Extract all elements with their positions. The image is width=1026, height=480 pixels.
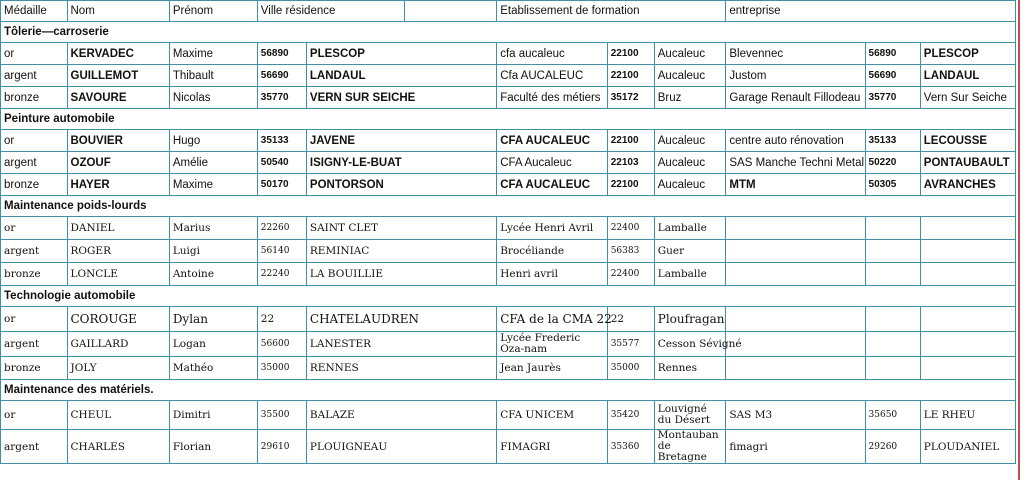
cell-nom: CHARLES [67,430,169,464]
cell-entreprise: Justom [726,65,865,87]
cell-etab-ville: Aucaleuc [654,130,726,152]
cell-prenom: Dimitri [169,401,257,430]
cell-nom: DANIEL [67,217,169,240]
table-row [1,43,1016,65]
cell-entreprise [726,357,865,380]
cell-medaille: or [1,401,68,430]
cell-nom: SAVOURE [67,87,169,109]
cell-cp: 22260 [257,217,306,240]
cell-cp: 50540 [257,152,306,174]
section-title-row [1,22,1016,43]
cell-etab-ville: Aucaleuc [654,65,726,87]
cell-medaille: argent [1,152,68,174]
cell-ville: PLOUIGNEAU [306,430,496,464]
cell-etab-cp: 22400 [607,263,654,286]
cell-ent-cp: 50220 [865,152,920,174]
cell-ent-cp: 50305 [865,174,920,196]
cell-nom: LONCLE [67,263,169,286]
cell-prenom: Nicolas [169,87,257,109]
header-etablissement: Etablissement de formation [497,1,726,22]
cell-etab-cp: 35172 [607,87,654,109]
cell-ent-cp [865,263,920,286]
cell-ent-ville [920,217,1015,240]
cell-etab-cp: 22400 [607,217,654,240]
cell-medaille: or [1,130,68,152]
cell-entreprise [726,307,865,332]
table-row [1,430,1016,464]
section-title-row [1,380,1016,401]
table-row [1,65,1016,87]
table-row [1,174,1016,196]
cell-etab-cp: 22103 [607,152,654,174]
cell-etab-ville: Montauban de Bretagne [654,430,726,464]
section-title: Maintenance poids-lourds [1,196,1016,217]
cell-ent-ville: LECOUSSE [920,130,1015,152]
cell-etab: CFA Aucaleuc [497,152,608,174]
cell-cp: 56690 [257,65,306,87]
cell-entreprise [726,240,865,263]
cell-nom: GAILLARD [67,332,169,357]
section-title: Maintenance des matériels. [1,380,1016,401]
cell-cp: 56890 [257,43,306,65]
cell-prenom: Luigi [169,240,257,263]
cell-medaille: bronze [1,174,68,196]
cell-prenom: Dylan [169,307,257,332]
section-title: Technologie automobile [1,286,1016,307]
cell-medaille: bronze [1,87,68,109]
cell-ent-cp [865,307,920,332]
cell-ville: REMINIAC [306,240,496,263]
table-row [1,87,1016,109]
page-edge-bar [1018,0,1026,480]
cell-prenom: Amélie [169,152,257,174]
cell-ville: CHATELAUDREN [306,307,496,332]
cell-prenom: Florian [169,430,257,464]
cell-prenom: Thibault [169,65,257,87]
table-row [1,217,1016,240]
table-row [1,263,1016,286]
cell-cp: 35500 [257,401,306,430]
cell-etab-ville: Aucaleuc [654,43,726,65]
cell-cp: 35770 [257,87,306,109]
cell-etab: CFA UNICEM [497,401,608,430]
cell-etab-cp: 56383 [607,240,654,263]
cell-ville: PLESCOP [306,43,496,65]
cell-etab-ville: Bruz [654,87,726,109]
cell-nom: BOUVIER [67,130,169,152]
header-empty [405,1,497,22]
cell-cp: 50170 [257,174,306,196]
cell-nom: ROGER [67,240,169,263]
cell-etab-ville: Guer [654,240,726,263]
cell-ent-ville [920,263,1015,286]
cell-ent-ville: AVRANCHES [920,174,1015,196]
cell-entreprise: MTM [726,174,865,196]
cell-ville: PONTORSON [306,174,496,196]
cell-etab-cp: 22100 [607,130,654,152]
cell-ville: SAINT CLET [306,217,496,240]
table-row [1,152,1016,174]
cell-prenom: Marius [169,217,257,240]
cell-cp: 56600 [257,332,306,357]
cell-ent-ville [920,307,1015,332]
cell-medaille: argent [1,332,68,357]
cell-medaille: argent [1,240,68,263]
cell-ent-cp: 56690 [865,65,920,87]
cell-etab: Lycée Frederic Oza-nam [497,332,608,357]
cell-ville: LANESTER [306,332,496,357]
cell-etab: cfa aucaleuc [497,43,608,65]
header-medaille: Médaille [1,1,68,22]
cell-etab-cp: 22100 [607,65,654,87]
cell-entreprise [726,332,865,357]
cell-cp: 35133 [257,130,306,152]
cell-cp: 29610 [257,430,306,464]
cell-etab-cp: 35000 [607,357,654,380]
cell-nom: HAYER [67,174,169,196]
table-row [1,130,1016,152]
table-row [1,357,1016,380]
cell-nom: OZOUF [67,152,169,174]
cell-ent-cp: 29260 [865,430,920,464]
cell-etab-cp: 22 [607,307,654,332]
table-row [1,332,1016,357]
header-row [1,1,1016,22]
header-entreprise: entreprise [726,1,1016,22]
cell-etab-cp: 35420 [607,401,654,430]
cell-ent-ville: PLOUDANIEL [920,430,1015,464]
cell-ville: LANDAUL [306,65,496,87]
cell-ent-ville: Vern Sur Seiche [920,87,1015,109]
cell-entreprise: SAS M3 [726,401,865,430]
cell-entreprise: fimagri [726,430,865,464]
cell-ent-cp: 35650 [865,401,920,430]
cell-etab-cp: 22100 [607,174,654,196]
cell-ville: VERN SUR SEICHE [306,87,496,109]
section-title-row [1,286,1016,307]
cell-ent-ville [920,357,1015,380]
cell-etab: CFA de la CMA 22 [497,307,608,332]
cell-entreprise: Garage Renault Fillodeau [726,87,865,109]
cell-nom: JOLY [67,357,169,380]
cell-prenom: Antoine [169,263,257,286]
cell-entreprise: Blevennec [726,43,865,65]
cell-ent-ville [920,240,1015,263]
section-title-row [1,196,1016,217]
cell-etab: Henri avril [497,263,608,286]
cell-cp: 22240 [257,263,306,286]
cell-etab-ville: Ploufragan [654,307,726,332]
section-title: Tôlerie—carroserie [1,22,1016,43]
table-row [1,401,1016,430]
cell-ville: LA BOUILLIE [306,263,496,286]
cell-etab-ville: Cesson Sévigné [654,332,726,357]
header-prenom: Prénom [169,1,257,22]
cell-cp: 56140 [257,240,306,263]
table-row [1,240,1016,263]
cell-medaille: bronze [1,357,68,380]
cell-ent-cp: 56890 [865,43,920,65]
cell-etab-ville: Lamballe [654,217,726,240]
section-title-row [1,109,1016,130]
cell-etab: Cfa AUCALEUC [497,65,608,87]
cell-ent-ville [920,332,1015,357]
cell-cp: 35000 [257,357,306,380]
cell-prenom: Mathéo [169,357,257,380]
cell-prenom: Hugo [169,130,257,152]
cell-ville: RENNES [306,357,496,380]
cell-etab: CFA AUCALEUC [497,174,608,196]
cell-ent-cp [865,240,920,263]
cell-ent-cp [865,332,920,357]
cell-ent-ville: PONTAUBAULT [920,152,1015,174]
cell-medaille: argent [1,430,68,464]
cell-etab-ville: Rennes [654,357,726,380]
section-title: Peinture automobile [1,109,1016,130]
cell-etab-cp: 22100 [607,43,654,65]
cell-etab-ville: Aucaleuc [654,152,726,174]
cell-etab: Lycée Henri Avril [497,217,608,240]
cell-etab-ville: Louvigné du Désert [654,401,726,430]
cell-etab-ville: Lamballe [654,263,726,286]
cell-prenom: Logan [169,332,257,357]
cell-ville: ISIGNY-LE-BUAT [306,152,496,174]
cell-etab-cp: 35577 [607,332,654,357]
cell-medaille: or [1,307,68,332]
cell-nom: CHEUL [67,401,169,430]
cell-ent-cp: 35770 [865,87,920,109]
cell-etab: Brocéliande [497,240,608,263]
cell-prenom: Maxime [169,174,257,196]
cell-etab-cp: 35360 [607,430,654,464]
cell-nom: KERVADEC [67,43,169,65]
table-row [1,307,1016,332]
header-ville: Ville résidence [257,1,404,22]
cell-ent-cp [865,357,920,380]
cell-entreprise [726,217,865,240]
cell-ville: BALAZE [306,401,496,430]
cell-etab: Jean Jaurès [497,357,608,380]
cell-nom: GUILLEMOT [67,65,169,87]
cell-prenom: Maxime [169,43,257,65]
cell-etab: CFA AUCALEUC [497,130,608,152]
cell-entreprise [726,263,865,286]
cell-entreprise: centre auto rénovation [726,130,865,152]
cell-cp: 22 [257,307,306,332]
cell-ent-ville: PLESCOP [920,43,1015,65]
cell-ent-cp: 35133 [865,130,920,152]
cell-entreprise: SAS Manche Techni Metal [726,152,865,174]
cell-medaille: or [1,43,68,65]
cell-ville: JAVENE [306,130,496,152]
cell-medaille: bronze [1,263,68,286]
cell-ent-ville: LANDAUL [920,65,1015,87]
cell-ent-cp [865,217,920,240]
header-nom: Nom [67,1,169,22]
cell-etab-ville: Aucaleuc [654,174,726,196]
cell-etab: Faculté des métiers [497,87,608,109]
cell-medaille: argent [1,65,68,87]
cell-nom: COROUGE [67,307,169,332]
cell-ent-ville: LE RHEU [920,401,1015,430]
cell-etab: FIMAGRI [497,430,608,464]
cell-medaille: or [1,217,68,240]
